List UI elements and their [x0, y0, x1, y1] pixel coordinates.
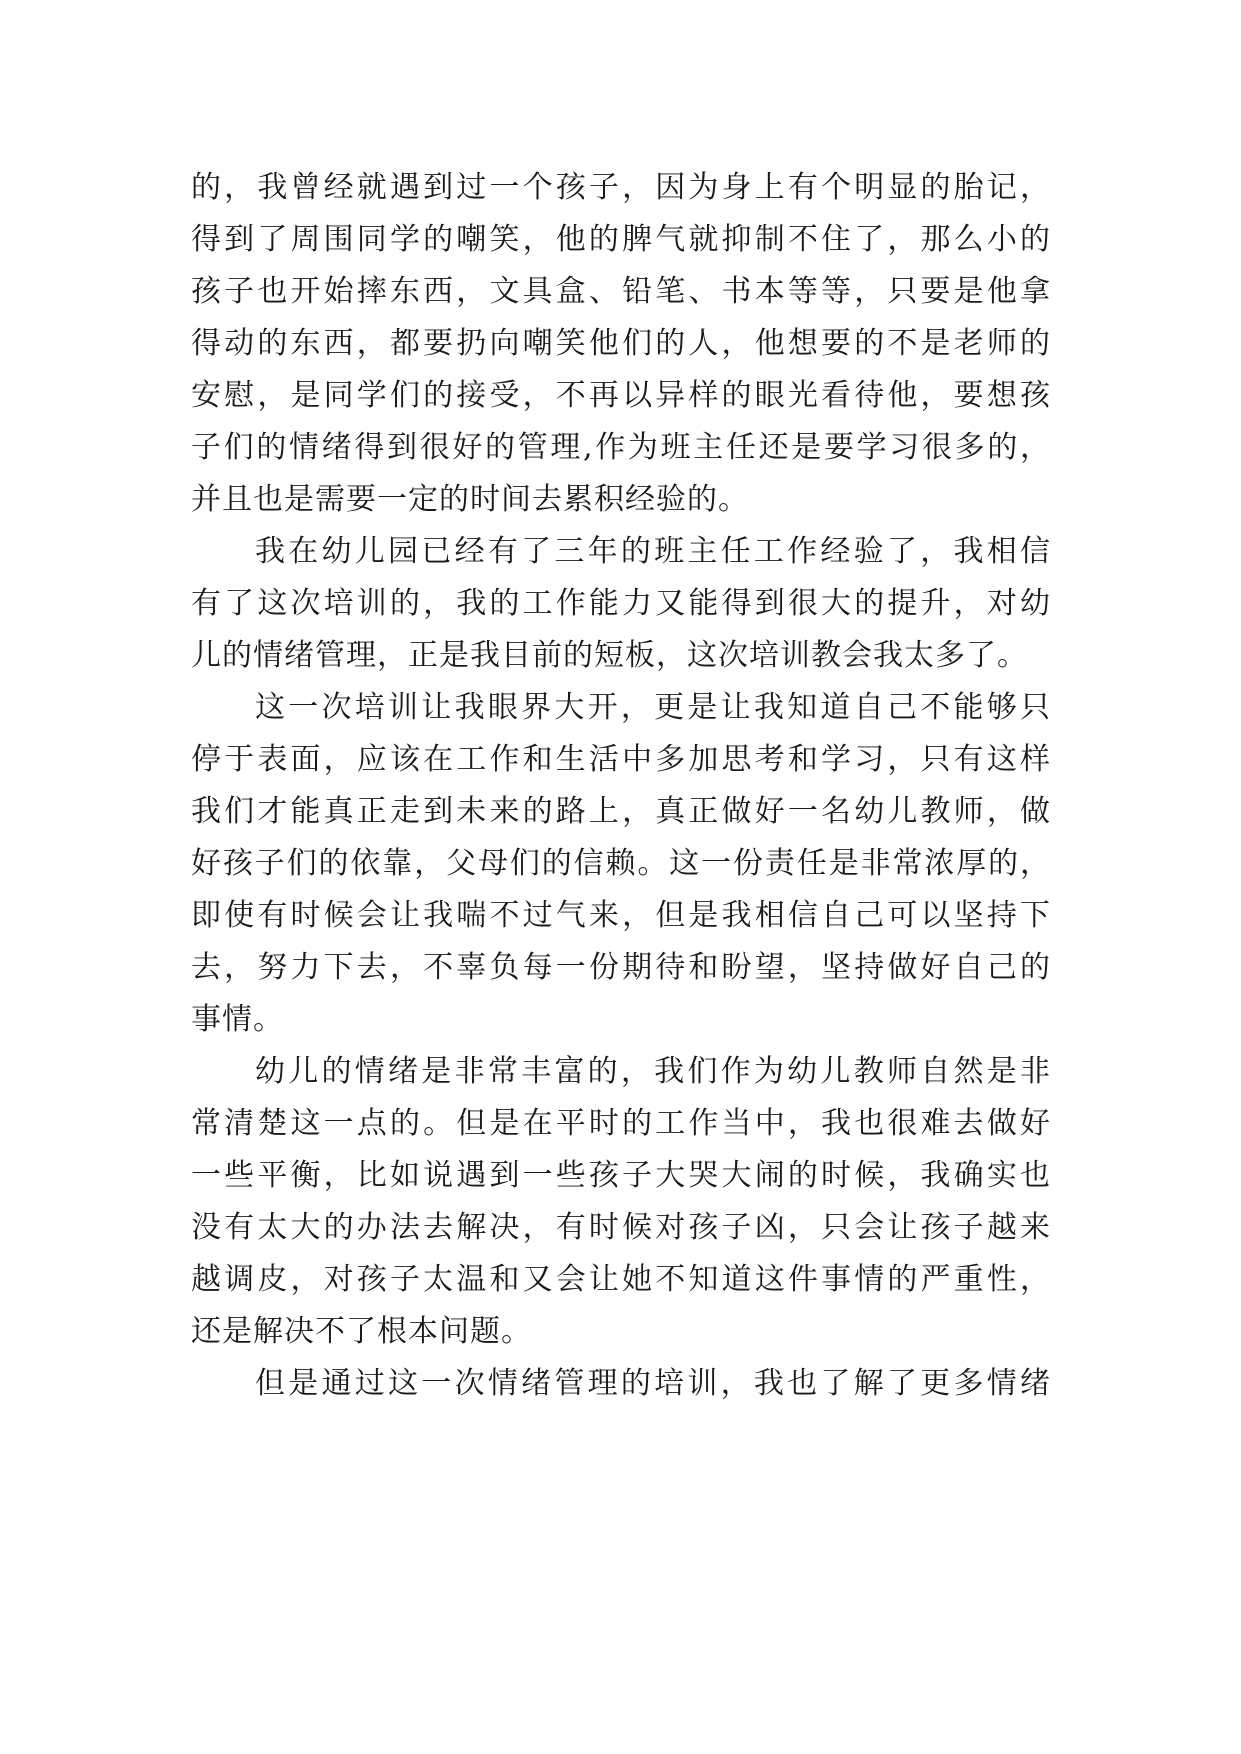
text-line: 幼儿的情绪是非常丰富的，我们作为幼儿教师自然是非 — [255, 1054, 1051, 1089]
text-line: 孩子也开始摔东西，文具盒、铅笔、书本等等，只要是他拿 — [191, 274, 1051, 309]
text-line: 得动的东西，都要扔向嘲笑他们的人，他想要的不是老师的 — [191, 326, 1051, 361]
text-line: 停于表面，应该在工作和生活中多加思考和学习，只有这样 — [191, 742, 1051, 777]
text-line: 常清楚这一点的。但是在平时的工作当中，我也很难去做好 — [191, 1106, 1051, 1141]
text-line: 去，努力下去，不辜负每一份期待和盼望，坚持做好自己的 — [191, 950, 1051, 985]
text-line: 还是解决不了根本问题。 — [191, 1314, 532, 1349]
text-line: 子们的情绪得到很好的管理,作为班主任还是要学习很多的， — [191, 430, 1051, 465]
body-text — [191, 162, 1051, 1410]
text-line: 事情。 — [191, 1002, 284, 1037]
text-line: 我在幼儿园已经有了三年的班主任工作经验了，我相信 — [255, 534, 1051, 569]
text-line: 并且也是需要一定的时间去累积经验的。 — [191, 482, 749, 517]
text-line: 儿的情绪管理，正是我目前的短板，这次培训教会我太多了。 — [191, 638, 1028, 673]
text-line: 但是通过这一次情绪管理的培训，我也了解了更多情绪 — [255, 1366, 1051, 1401]
text-line: 没有太大的办法去解决，有时候对孩子凶，只会让孩子越来 — [191, 1210, 1051, 1245]
text-line: 这一次培训让我眼界大开，更是让我知道自己不能够只 — [255, 690, 1051, 725]
text-line: 有了这次培训的，我的工作能力又能得到很大的提升，对幼 — [191, 586, 1051, 621]
text-line: 好孩子们的依靠，父母们的信赖。这一份责任是非常浓厚的， — [191, 846, 1051, 881]
text-line: 安慰，是同学们的接受，不再以异样的眼光看待他，要想孩 — [191, 378, 1051, 413]
text-line: 越调皮，对孩子太温和又会让她不知道这件事情的严重性， — [191, 1262, 1051, 1297]
text-line: 即使有时候会让我喘不过气来，但是我相信自己可以坚持下 — [191, 898, 1051, 933]
text-line: 我们才能真正走到未来的路上，真正做好一名幼儿教师，做 — [191, 794, 1051, 829]
text-line: 的，我曾经就遇到过一个孩子，因为身上有个明显的胎记， — [191, 170, 1051, 205]
text-line: 一些平衡，比如说遇到一些孩子大哭大闹的时候，我确实也 — [191, 1158, 1051, 1193]
text-line: 得到了周围同学的嘲笑，他的脾气就抑制不住了，那么小的 — [191, 222, 1051, 257]
